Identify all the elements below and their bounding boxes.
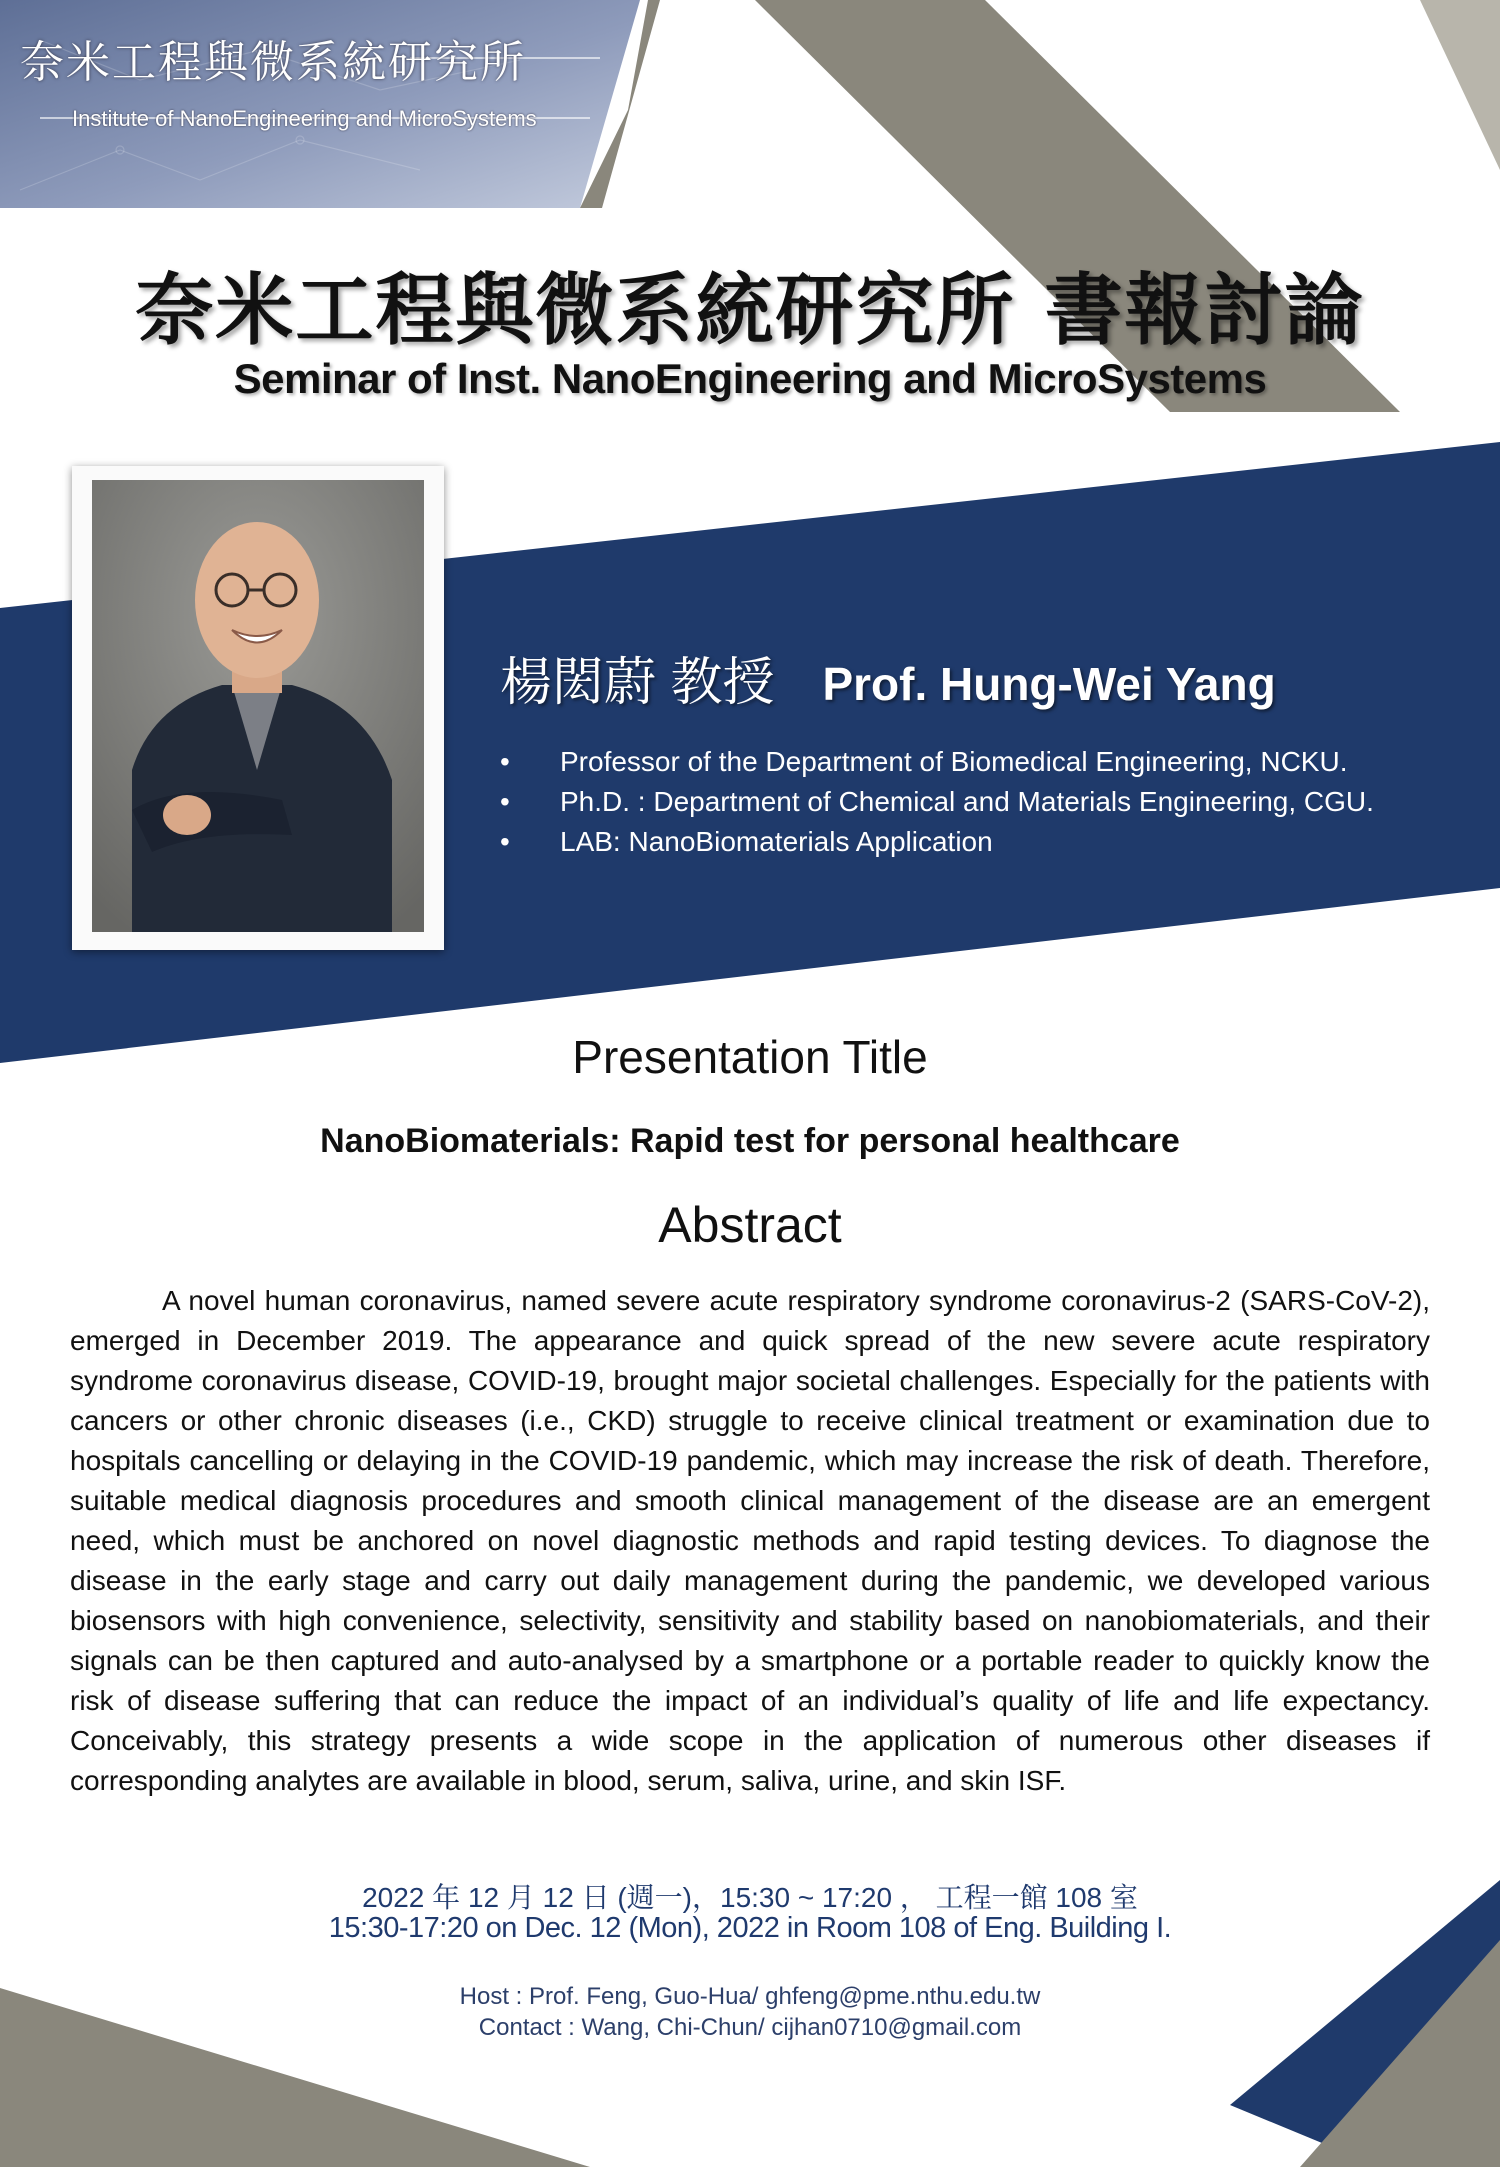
top-right-stripe bbox=[1420, 0, 1500, 170]
bullet-dot: • bbox=[500, 746, 510, 777]
speaker-bullet bbox=[500, 822, 1374, 862]
speaker-name bbox=[500, 640, 1276, 715]
abstract-text: A novel human coronavirus, named severe acute respiratory syndrome coronavirus-2 (SARS-CoV-2), emerged in December 2019. The appearance and quick spread of the new severe acute respiratory syndrome coronavirus disease, COVID-19, brought major societal challenges. Especially for the patients with cancers or other chronic diseases (i.e., CKD) struggle to receive clinical treatment or examination due to hospitals cancelling or delaying in the COVID-19 pandemic, which may increase the risk of death. Therefore, suitable medical diagnosis procedures and smooth clinical management of the disease are an emergent need, which must be anchored on novel diagnostic methods and rapid testing devices. To diagnose the disease in the early stage and carry out daily management during the pandemic, we developed various biosensors with high convenience, selectivity, sensitivity and stability based on nanobiomaterials, and their signals can be then captured and auto-analysed by a smartphone or a portable reader to quickly know the risk of disease suffering that can reduce the impact of an individual’s quality of life and life expectancy. Conceivably, this strategy presents a wide scope in the application of numerous other diseases if corresponding analytes are available in blood, serum, saliva, urine, and skin ISF. bbox=[70, 1285, 1430, 1796]
presentation-heading: Presentation Title bbox=[572, 1031, 928, 1083]
page-title-zh: 奈米工程與微系統研究所 書報討論 bbox=[135, 266, 1365, 356]
speaker-bullet bbox=[500, 782, 1374, 822]
schedule-en: 15:30-17:20 on Dec. 12 (Mon), 2022 in Room 108 of Eng. Building I. bbox=[328, 1912, 1172, 1944]
bullet-text: Ph.D. : Department of Chemical and Materials Engineering, CGU. bbox=[560, 786, 1374, 817]
page-title-en: Seminar of Inst. NanoEngineering and MicroSystems bbox=[233, 355, 1267, 402]
speaker-bullet bbox=[500, 742, 1374, 782]
header-logo-en: Institute of NanoEngineering and MicroSystems bbox=[72, 106, 537, 131]
header-logo-zh: 奈米工程與微系統研究所 bbox=[20, 37, 526, 88]
speaker-portrait bbox=[92, 480, 424, 932]
bullet-dot: • bbox=[500, 786, 510, 817]
abstract-heading: Abstract bbox=[658, 1197, 842, 1253]
contact-info: Contact : Wang, Chi-Chun/ cijhan0710@gmail.com bbox=[478, 2014, 1022, 2041]
speaker-name-en: Prof. Hung-Wei Yang bbox=[822, 658, 1276, 710]
bullet-text: Professor of the Department of Biomedical Engineering, NCKU. bbox=[560, 746, 1348, 777]
speaker-name-zh: 楊閎蔚 教授 bbox=[500, 654, 775, 712]
presentation-title: NanoBiomaterials: Rapid test for personal healthcare bbox=[320, 1122, 1180, 1160]
speaker-photo-frame bbox=[72, 466, 444, 950]
bullet-text: LAB: NanoBiomaterials Application bbox=[560, 826, 993, 857]
speaker-bullet-list bbox=[500, 742, 1374, 862]
schedule-zh: 2022 年 12 月 12 日 (週一)，15:30 ~ 17:20 ， 工程一館 108 室 bbox=[362, 1882, 1138, 1913]
host-info: Host : Prof. Feng, Guo-Hua/ ghfeng@pme.nthu.edu.tw bbox=[459, 1983, 1041, 2010]
bullet-dot: • bbox=[500, 826, 510, 857]
